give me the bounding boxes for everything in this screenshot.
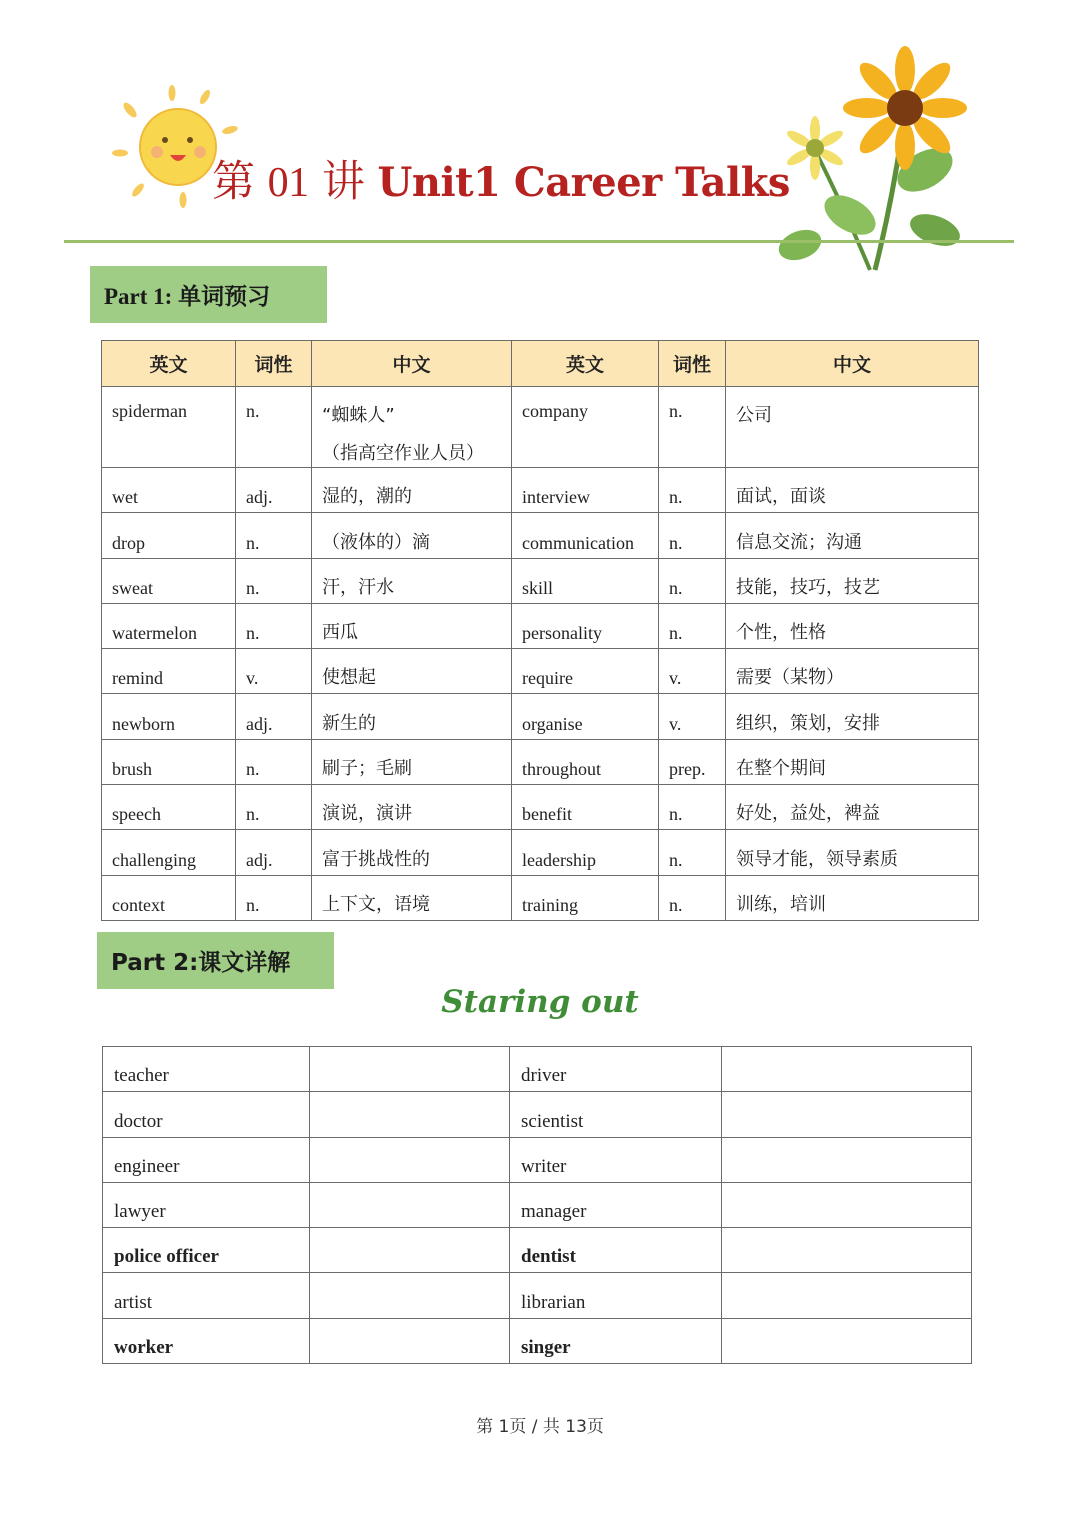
vocab-meaning: 训练，培训 [726,875,979,920]
career-blank [310,1137,510,1182]
career-word: librarian [510,1273,722,1318]
col-header-pos-2: 词性 [659,341,726,387]
career-blank [310,1182,510,1227]
vocab-word: drop [102,513,236,558]
vocab-pos: v. [659,694,726,739]
career-blank [722,1273,972,1318]
vocab-meaning: “蜘蛛人” （指高空作业人员） [312,387,512,468]
table-row [102,387,979,468]
vocab-pos: n. [236,875,312,920]
vocab-pos: n. [659,468,726,513]
vocab-word: throughout [512,739,659,784]
table-row [102,513,979,558]
career-blank [722,1092,972,1137]
table-row [102,694,979,739]
vocab-word: sweat [102,558,236,603]
career-blank [722,1047,972,1092]
career-blank [310,1318,510,1363]
vocab-meaning: 使想起 [312,649,512,694]
section-title: Staring out [441,984,639,1020]
vocab-word: challenging [102,830,236,875]
header-divider [64,240,1014,243]
vocab-pos: n. [236,785,312,830]
career-word: scientist [510,1092,722,1137]
vocab-pos: n. [236,513,312,558]
vocab-word: context [102,875,236,920]
vocab-meaning: 上下文，语境 [312,875,512,920]
vocab-meaning: 汗，汗水 [312,558,512,603]
vocab-word: personality [512,603,659,648]
vocab-meaning: 西瓜 [312,603,512,648]
vocab-meaning: 好处，益处，裨益 [726,785,979,830]
vocab-meaning: 面试，面谈 [726,468,979,513]
vocab-word: leadership [512,830,659,875]
career-word: singer [510,1318,722,1363]
table-row [103,1273,972,1318]
vocab-meaning: 在整个期间 [726,739,979,784]
vocab-header-row [102,341,979,387]
vocab-word: newborn [102,694,236,739]
vocab-pos: prep. [659,739,726,784]
table-row [102,875,979,920]
vocab-meaning: 个性，性格 [726,603,979,648]
vocab-word: brush [102,739,236,784]
col-header-chinese: 中文 [312,341,512,387]
table-row [102,468,979,513]
vocab-word: organise [512,694,659,739]
col-header-english-2: 英文 [512,341,659,387]
vocab-pos: n. [236,387,312,468]
table-row [102,830,979,875]
vocab-meaning: 湿的，潮的 [312,468,512,513]
vocab-meaning: 信息交流；沟通 [726,513,979,558]
career-blank [722,1137,972,1182]
vocab-meaning: 公司 [726,387,979,468]
career-blank [310,1273,510,1318]
career-blank [722,1182,972,1227]
vocab-meaning: 组织，策划，安排 [726,694,979,739]
vocab-pos: n. [659,785,726,830]
vocab-meaning: 刷子；毛刷 [312,739,512,784]
career-word: doctor [103,1092,310,1137]
career-blank [722,1318,972,1363]
career-blank [310,1228,510,1273]
part2-banner [97,932,334,989]
col-header-chinese-2: 中文 [726,341,979,387]
career-word: lawyer [103,1182,310,1227]
vocab-pos: adj. [236,830,312,875]
vocab-pos: n. [659,830,726,875]
vocab-word: skill [512,558,659,603]
vocab-word: communication [512,513,659,558]
vocab-pos: n. [659,558,726,603]
careers-table [102,1046,972,1364]
vocab-word: spiderman [102,387,236,468]
table-row [103,1228,972,1273]
vocab-pos: n. [659,875,726,920]
vocab-pos: n. [659,387,726,468]
vocab-word: company [512,387,659,468]
vocab-table [101,340,979,921]
career-word: manager [510,1182,722,1227]
col-header-english: 英文 [102,341,236,387]
vocab-meaning: 富于挑战性的 [312,830,512,875]
table-row [102,785,979,830]
vocab-word: wet [102,468,236,513]
table-row [103,1092,972,1137]
vocab-pos: n. [236,739,312,784]
table-row [102,603,979,648]
vocab-pos: adj. [236,468,312,513]
vocab-pos: n. [236,603,312,648]
vocab-word: benefit [512,785,659,830]
table-row [103,1318,972,1363]
table-row [103,1137,972,1182]
vocab-word: require [512,649,659,694]
career-word: artist [103,1273,310,1318]
vocab-pos: v. [236,649,312,694]
vocab-meaning: 领导才能，领导素质 [726,830,979,875]
vocab-word: remind [102,649,236,694]
career-word: police officer [103,1228,310,1273]
col-header-pos: 词性 [236,341,312,387]
part1-label: Part 1: 单词预习 [104,284,271,309]
career-word: teacher [103,1047,310,1092]
vocab-pos: adj. [236,694,312,739]
page-title: 第 01 讲 Unit1 Career Talks [212,157,790,207]
vocab-pos: n. [659,603,726,648]
career-blank [722,1228,972,1273]
page-footer: 第 1页 / 共 13页 [476,1417,604,1437]
table-row [102,558,979,603]
table-row [102,739,979,784]
vocab-pos: n. [659,513,726,558]
vocab-word: watermelon [102,603,236,648]
table-row [103,1047,972,1092]
part1-banner [90,266,327,323]
vocab-word: training [512,875,659,920]
career-word: dentist [510,1228,722,1273]
career-word: worker [103,1318,310,1363]
part2-label: Part 2:课文详解 [111,950,291,976]
career-word: engineer [103,1137,310,1182]
vocab-meaning: （液体的）滴 [312,513,512,558]
career-blank [310,1047,510,1092]
table-row [102,649,979,694]
vocab-pos: v. [659,649,726,694]
vocab-word: speech [102,785,236,830]
vocab-meaning: 需要（某物） [726,649,979,694]
vocab-word: interview [512,468,659,513]
career-blank [310,1092,510,1137]
table-row [103,1182,972,1227]
career-word: driver [510,1047,722,1092]
vocab-pos: n. [236,558,312,603]
vocab-meaning: 演说，演讲 [312,785,512,830]
career-word: writer [510,1137,722,1182]
vocab-meaning: 技能，技巧，技艺 [726,558,979,603]
vocab-meaning: 新生的 [312,694,512,739]
